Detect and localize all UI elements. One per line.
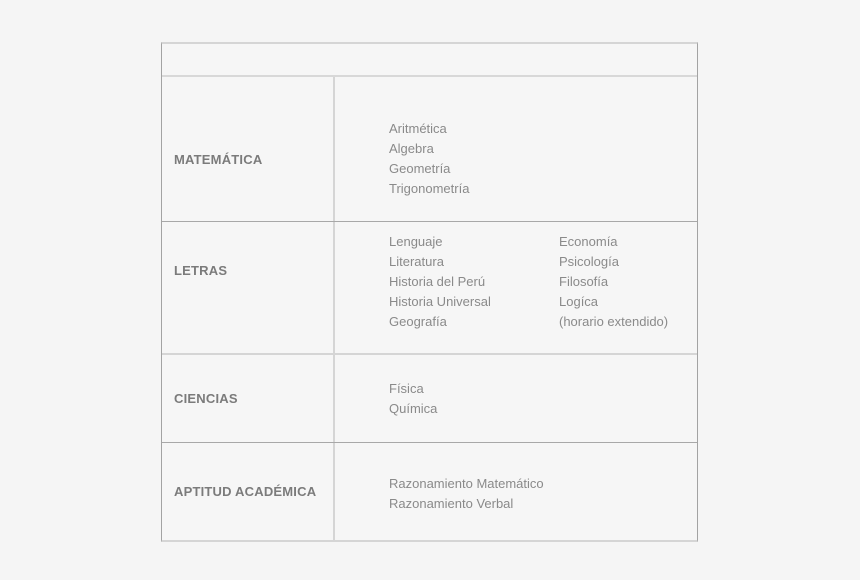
subject-item: Razonamiento Matemático	[389, 475, 544, 491]
subjects-cell-letras	[333, 222, 697, 353]
subject-item: Historia Universal	[389, 293, 491, 309]
subject-list-matematica	[389, 119, 469, 199]
subject-item: Aritmética	[389, 121, 447, 136]
subject-item: Física	[389, 380, 424, 396]
subject-item: Logíca	[559, 293, 599, 309]
subject-list-letras-col1	[389, 232, 559, 332]
subject-item: Literatura	[389, 253, 444, 269]
subject-item: Razonamiento Verbal	[389, 495, 514, 511]
table-header-row	[162, 44, 697, 77]
category-cell-letras	[162, 222, 333, 353]
subjects-columns-letras	[389, 232, 668, 332]
subject-item: (horario extendido)	[559, 313, 669, 329]
table-row-ciencias	[162, 355, 697, 443]
subject-item: Trigonometría	[389, 181, 470, 196]
subject-item: Algebra	[389, 141, 434, 156]
subjects-cell-ciencias	[333, 355, 697, 442]
subject-item: Historia del Perú	[389, 273, 486, 289]
category-cell-aptitud-academica	[162, 443, 333, 540]
course-table	[161, 42, 698, 542]
subject-item: Psicología	[559, 253, 619, 269]
subject-item: Geografía	[389, 313, 447, 329]
subject-list-aptitud-academica	[389, 474, 544, 514]
subject-list-ciencias	[389, 379, 437, 419]
subjects-cell-matematica	[333, 77, 697, 221]
subject-item: Economía	[559, 233, 618, 249]
category-cell-ciencias	[162, 355, 333, 442]
subject-item: Química	[389, 400, 438, 416]
subject-list-letras-col2	[559, 232, 668, 332]
table-row-letras	[162, 222, 697, 355]
category-label-letras: LETRAS	[174, 263, 228, 278]
subject-item: Lenguaje	[389, 233, 443, 249]
category-label-ciencias: CIENCIAS	[174, 391, 238, 406]
subjects-cell-aptitud-academica	[333, 443, 697, 540]
table-row-matematica	[162, 77, 697, 222]
category-cell-matematica	[162, 77, 333, 221]
subject-item: Filosofía	[559, 273, 609, 289]
category-label-matematica: MATEMÁTICA	[174, 151, 263, 167]
subject-item: Geometría	[389, 161, 451, 176]
category-label-aptitud-academica: APTITUD ACADÉMICA	[174, 484, 317, 499]
table-row-aptitud-academica	[162, 443, 697, 540]
